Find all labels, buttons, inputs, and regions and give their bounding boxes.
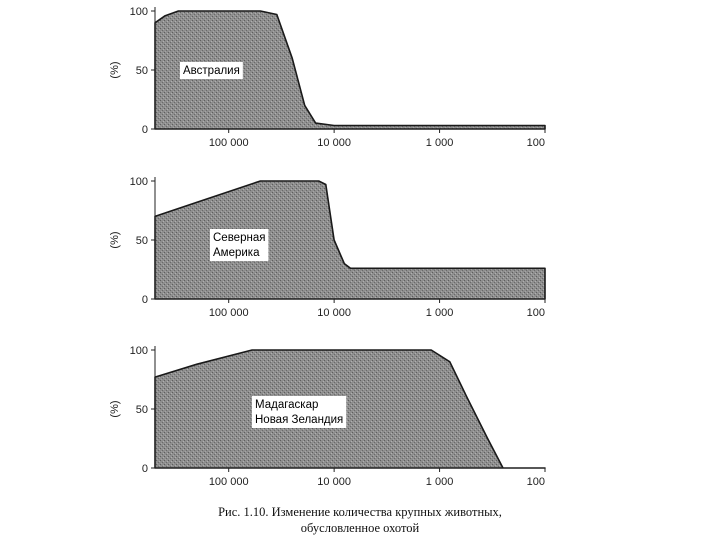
region-label [252, 396, 346, 428]
chart-panel-3 [109, 345, 545, 488]
y-tick-label: 100 [129, 345, 148, 357]
figure-caption [0, 504, 720, 536]
region-label [210, 229, 268, 261]
chart-panel-2 [109, 176, 545, 319]
region-label-line: Новая Зеландия [255, 414, 344, 426]
region-label-line: Северная [213, 232, 266, 244]
y-tick-label: 100 [129, 6, 148, 18]
x-tick-label: 100 000 [208, 307, 249, 319]
y-axis-label: (%) [109, 61, 121, 79]
region-label-line: Австралия [183, 65, 240, 77]
y-tick-label: 100 [129, 176, 148, 188]
x-tick-label: 10 000 [317, 476, 351, 488]
x-tick-label: 100 000 [208, 137, 249, 149]
x-tick-label: 100 [526, 137, 545, 149]
region-label [180, 62, 243, 79]
x-tick-label: 10 000 [317, 137, 351, 149]
chart-panel-1 [109, 6, 545, 149]
x-tick-label: 1 000 [425, 307, 454, 319]
y-tick-label: 0 [141, 463, 148, 475]
y-axis-label: (%) [109, 400, 121, 418]
x-tick-label: 100 [526, 307, 545, 319]
x-tick-label: 1 000 [425, 137, 454, 149]
y-tick-label: 50 [135, 235, 148, 247]
y-tick-label: 0 [141, 124, 148, 136]
y-axis-label: (%) [109, 231, 121, 249]
y-tick-label: 0 [141, 294, 148, 306]
caption-line-2: обусловленное охотой [300, 521, 420, 535]
x-tick-label: 100 000 [208, 476, 249, 488]
y-tick-label: 50 [135, 404, 148, 416]
x-tick-label: 1 000 [425, 476, 454, 488]
area-series [155, 350, 545, 468]
x-tick-label: 10 000 [317, 307, 351, 319]
y-tick-label: 50 [135, 65, 148, 77]
x-tick-label: 100 [526, 476, 545, 488]
region-label-line: Америка [213, 247, 260, 259]
region-label-line: Мадагаскар [255, 399, 319, 411]
caption-line-1: Рис. 1.10. Изменение количества крупных животных, [218, 505, 502, 519]
